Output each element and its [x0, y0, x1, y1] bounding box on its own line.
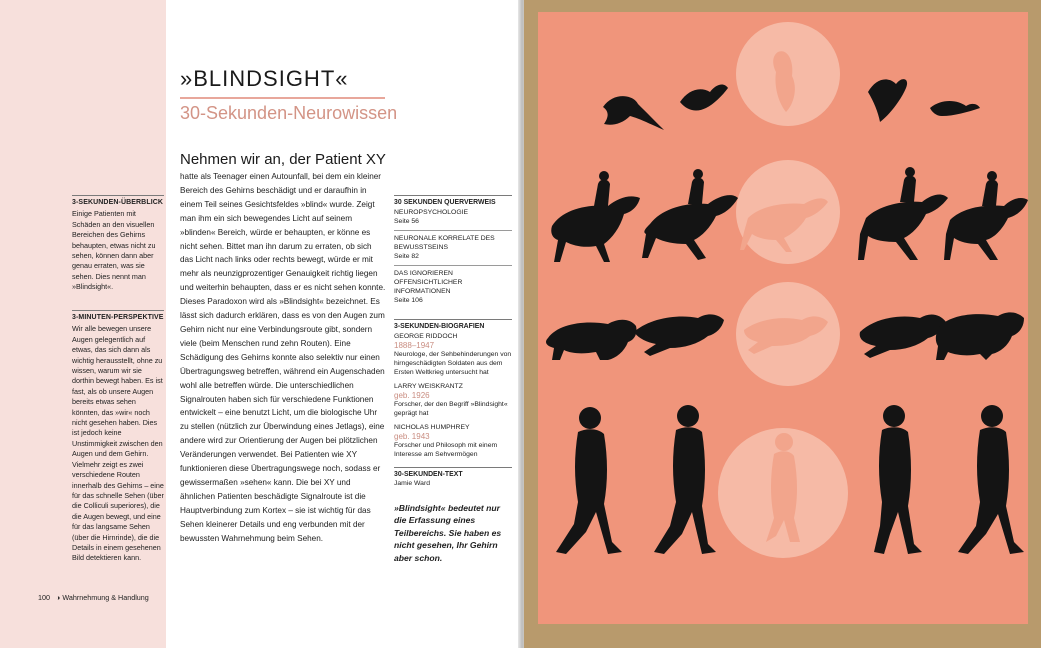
walking-person-ghost-icon [766, 433, 800, 542]
bio-life: geb. 1926 [394, 391, 430, 400]
horse-rider-icon [858, 167, 948, 260]
bio-item [394, 332, 512, 377]
bird-icon [680, 85, 728, 111]
cat-icon [936, 312, 1024, 360]
refs-heading: 30 SEKUNDEN QUERVERWEIS [394, 195, 512, 207]
horse-rider-icon [944, 171, 1028, 260]
bio-desc: Forscher und Philosoph mit einem Interesse am Sehvermögen [394, 442, 498, 458]
ref-page: Seite 106 [394, 297, 423, 304]
cat-icon [860, 315, 946, 358]
horse-rider-icon [551, 171, 640, 262]
cat-icon [546, 320, 637, 360]
bio-item [394, 423, 512, 459]
walking-person-icon [874, 405, 922, 554]
section-symbol-icon: ◑ [56, 593, 61, 602]
bird-icon [603, 96, 664, 130]
bird-ghost-icon [773, 51, 795, 112]
perspective-heading: 3-MINUTEN-PERSPEKTIVE [72, 310, 164, 323]
bio-desc: Forscher, der den Begriff »Blindsight« geprägt hat [394, 401, 508, 417]
bird-icon [930, 101, 980, 116]
horse-rider-ghost-icon [740, 198, 828, 252]
walking-person-icon [556, 407, 622, 554]
overview-heading: 3-SEKUNDEN-ÜBERBLICK [72, 195, 164, 208]
text-heading: 30-SEKUNDEN-TEXT [394, 467, 512, 479]
silhouette-figures [538, 12, 1028, 624]
pull-quote: »Blindsight« bedeutet nur die Erfassung eines Teilbereichs. Sie haben es nicht gesehen, Ihr Gehirn aber schon. [394, 503, 502, 563]
horse-rider-icon [642, 169, 738, 260]
cat-ghost-icon [744, 316, 828, 354]
walking-person-icon [654, 405, 716, 554]
page-subtitle: 30-Sekunden-Neurowissen [180, 103, 398, 123]
main-heading: Nehmen wir an, der Patient XY [180, 151, 386, 168]
overview-block [72, 195, 164, 293]
perspective-text: Wir alle bewegen unsere Augen gelegentlich auf etwas, das sich dann als wichtig herausstellt, ohne zu wissen, warum wir sie dorthin bewegt haben. Es ist fast, als ob unsere Augen bereits etwas sehen könnten, das »wir« noch nicht gesehen haben. Dies ist jedoch keine Unstimmigkeit zwischen den Augen und dem Gehirn. Vielmehr zeigt es zwei verschiedene Routen innerhalb des Gehirns – eine für das schnelle Sehen (über die Colliculi superiores), die die Augen bewegt, und eine für das langsame Sehen (über die Hirnrinde), die die Details in einem gesehenen Bild detektieren kann. [72, 324, 164, 563]
illustration-panel [538, 12, 1028, 624]
ref-label: NEURONALE KORRELATE DES BEWUSSTSEINS [394, 235, 495, 251]
section-name: Wahrnehmung & Handlung [62, 593, 149, 602]
reference-column [394, 195, 512, 564]
ref-label: DAS IGNORIEREN OFFENSICHTLICHER INFORMATIONEN [394, 270, 463, 295]
bio-name: LARRY WEISKRANTZ [394, 383, 463, 390]
bio-life: 1888–1947 [394, 341, 435, 350]
ref-page: Seite 56 [394, 218, 419, 225]
bio-desc: Neurologe, der Sehbehinderungen von hirngeschädigten Soldaten aus dem Ersten Weltkrieg untersucht hat [394, 351, 512, 376]
bird-icon [868, 79, 907, 122]
page-number: 100 [38, 593, 50, 602]
ref-label: NEUROPSYCHOLOGIE [394, 209, 469, 216]
ref-item [394, 265, 512, 305]
title-rule [180, 97, 385, 99]
overview-text: Einige Patienten mit Schäden an den visuellen Bereichen des Gehirns behaupten, etwas nicht zu sehen, können dann aber genau erraten, was sie sehen. Dies nennt man »Blindsight«. [72, 209, 156, 292]
bio-life: geb. 1943 [394, 432, 430, 441]
walking-person-icon [958, 405, 1024, 554]
perspective-block [72, 310, 164, 564]
text-author: Jamie Ward [394, 480, 431, 487]
ref-item [394, 230, 512, 261]
bio-name: NICHOLAS HUMPHREY [394, 424, 470, 431]
page-title: »BLINDSIGHT« [180, 66, 349, 91]
ref-item [394, 208, 512, 226]
page-footer [38, 593, 149, 602]
bio-item [394, 382, 512, 418]
ref-page: Seite 82 [394, 253, 419, 260]
bio-name: GEORGE RIDDOCH [394, 333, 458, 340]
cat-icon [634, 314, 724, 356]
bios-heading: 3-SEKUNDEN-BIOGRAFIEN [394, 319, 512, 331]
main-text: hatte als Teenager einen Autounfall, bei dem ein kleiner Bereich des Gehirns beschädigt und er daraufhin in einem Teil seines Gesichtsfeldes »blind« wurde. Zeigt man ihm ein sich bewegendes Licht auf seinem »blinden« Bereich, würde er behaupten, er könne es nicht sehen. Bittet man ihn darum zu erraten, ob sich das Licht nach links oder rechts bewegt, würde er mit mehr als neunzigprozentiger Genauigkeit richtig liegen und weiterhin behaupten, dass er es nicht sehen konnte. Dieses Paradoxon wird als »Blindsight« bezeichnet. Es lässt sich dadurch erklären, dass es von den Augen zum Gehirn nicht nur eine Verbindungsroute gibt, sondern viele (beim Menschen rund zehn Routen). Eine Schädigung des Gehirns konnte also selektiv nur einen Übertragungsweg betreffen, während ein Augenschaden wohl alle betreffen würde. Die unterschiedlichen Signalrouten haben sich für verschiedene Funktionen entwickelt – eine benutzt Licht, um die biologische Uhr zu stellen (nützlich zur Überwindung eines Jetlags), eine andere wird zur Orientierung der Augen bei plötzlichen Veränderungen verwendet. Bei Patienten wie XY funktionieren diese Übertragungswege noch, sodass er gewissermaßen »sehen« kann. Die bei XY und ähnlichen Patienten beschädigte Signalroute ist die Hauptverbindung zum Kortex – sie ist wichtig für das Sehen kleinerer Details und eng verbunden mit der bewussten Wahrnehmung beim Sehen. [180, 172, 386, 543]
